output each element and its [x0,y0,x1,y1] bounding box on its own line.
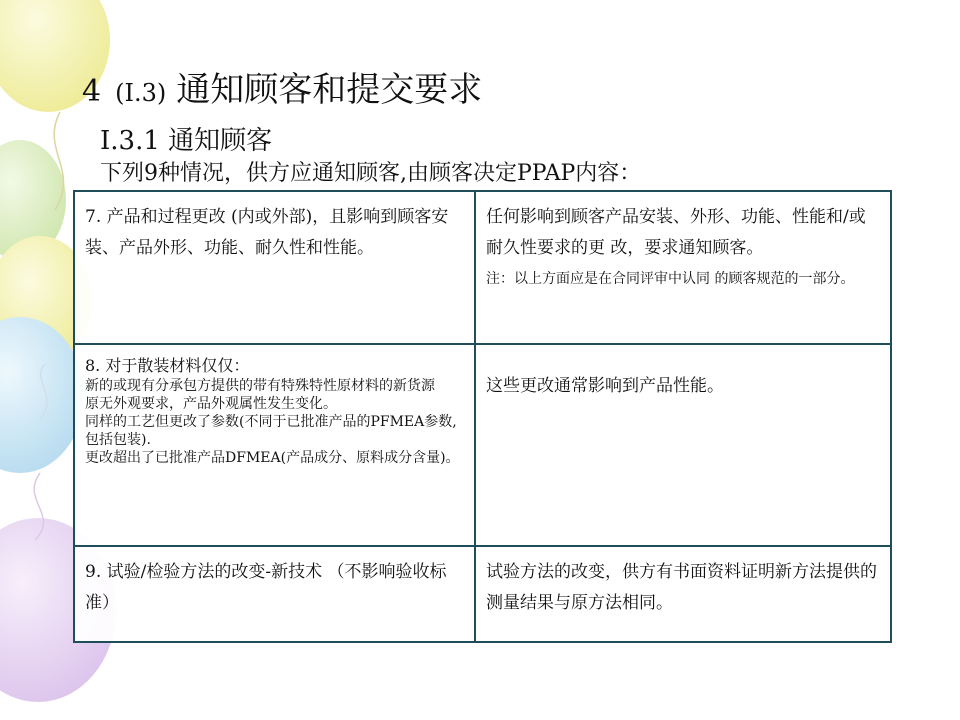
table-cell-requirement [475,546,891,642]
cell-text: 这些更改通常影响到产品性能。 [486,376,724,396]
list-item: 更改超出了已批准产品DFMEA(产品成分、原料成分含量)。 [85,450,460,466]
title-number: 4 [82,74,102,109]
table-row [74,546,891,642]
list-item: 同样的工艺但更改了参数(不同于已批准产品的PFMEA参数, 包括包装). [85,414,457,448]
intro-text: 下列9种情况，供方应通知顾客,由顾客决定PPAP内容： [100,161,642,186]
table-cell-change-condition [74,344,475,546]
table-cell-requirement [475,344,891,546]
cell-heading: 8. 对于散装材料仅仅： [85,356,250,375]
title-reference: (I.3) [115,79,167,107]
table-row [74,191,891,344]
cell-text: 7. 产品和过程更改 (内或外部)，且影响到顾客安装、产品外形、功能、耐久性和性能。 [85,207,449,258]
list-item: 原无外观要求，产品外观属性发生变化。 [85,396,337,412]
cell-note: 注：以上方面应是在合同评审中认同 的顾客规范的一部分。 [486,271,855,287]
table-cell-change-condition [74,546,475,642]
table-cell-requirement [475,191,891,344]
cell-text: 9. 试验/检验方法的改变-新技术 （不影响验收标准） [85,562,447,613]
cell-text: 试验方法的改变，供方有书面资料证明新方法提供的测量结果与原方法相同。 [486,562,877,613]
list-item: 新的或现有分承包方提供的带有特殊特性原材料的新货源 [85,378,435,394]
table-cell-change-condition [74,191,475,344]
title-text: 通知顾客和提交要求 [176,70,483,110]
cell-text: 任何影响到顾客产品安装、外形、功能、性能和/或耐久性要求的更 改，要求通知顾客。 [486,207,866,258]
slide-title [82,66,482,117]
slide-subtitle: I.3.1 通知顾客 [100,126,273,156]
table-row [74,344,891,546]
requirements-table [73,190,892,643]
